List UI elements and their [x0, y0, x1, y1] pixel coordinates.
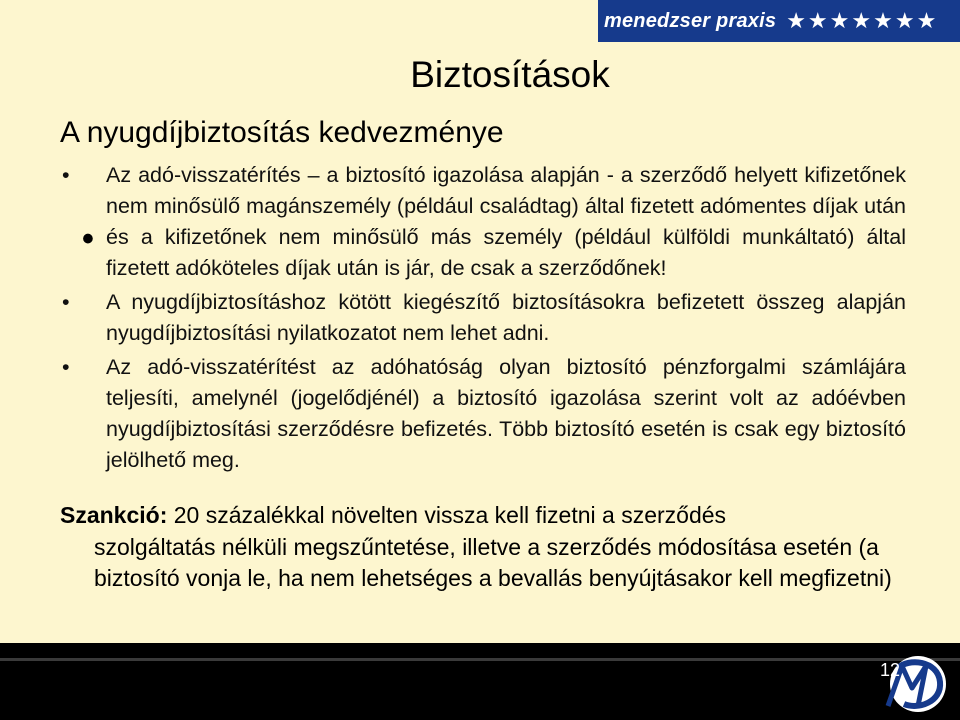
star-icon: ★	[873, 8, 893, 33]
sanction-paragraph	[60, 500, 910, 595]
bullet-icon: •	[62, 163, 70, 187]
star-icon: ★	[807, 8, 828, 33]
bullet-icon: •	[62, 355, 70, 379]
star-icon: ★	[829, 8, 850, 33]
brand-name: menedzser praxis	[604, 9, 777, 32]
star-icon: ★	[851, 8, 872, 33]
slide-title: Biztosítások	[410, 54, 610, 95]
bullet-list	[62, 160, 906, 479]
sanction-body: szolgáltatás nélküli megszűntetése, illetve a szerződés módosítása esetén (a biztosító vonja le, ha nem lehetséges a bevallás benyújtásakor kell megfizetni)	[94, 533, 892, 591]
footer-bar	[0, 643, 960, 720]
slide-subtitle: A nyugdíjbiztosítás kedvezménye	[60, 116, 504, 149]
mp-logo-icon	[868, 648, 952, 716]
bullet-icon: •	[62, 290, 70, 314]
bullet-text: A nyugdíjbiztosításhoz kötött kiegészítő biztosításokra befizetett összeg alapján nyugdíjbiztosítási nyilatkozatot nem lehet adni.	[106, 290, 906, 345]
footer-stripe	[0, 658, 960, 661]
list-item	[62, 287, 906, 349]
brand-banner	[598, 0, 960, 42]
stray-bullet-dot: •	[82, 220, 94, 258]
star-icon: ★	[916, 8, 937, 33]
page-number: 12	[880, 660, 901, 680]
star-icon: ★	[786, 8, 806, 33]
bullet-text: Az adó-visszatérítést az adóhatóság olyan biztosító pénzforgalmi számlájára teljesíti, amelynél (jogelődjénél) a biztosító igazolása szerint volt az adóévben nyugdíjbiztosítási szerződésre befizetés. Több biztosító esetén is csak egy biztosító jelölhető meg.	[106, 355, 906, 472]
list-item	[62, 160, 906, 284]
sanction-label: Szankció:	[60, 502, 168, 528]
brand-stars	[786, 10, 936, 32]
sanction-first-line: 20 százalékkal növelten vissza kell fizetni a szerződés	[167, 502, 727, 528]
list-item	[62, 352, 906, 476]
star-icon: ★	[894, 8, 915, 33]
bullet-text: Az adó-visszatérítés – a biztosító igazolása alapján - a szerződő helyett kifizetőnek nem minősülő magánszemély (például családtag) által fizetett adómentes díjak után és a kifizetőnek nem minősülő más személy (például külföldi munkáltató) által fizetett adóköteles díjak után is jár, de csak a szerződőnek!	[106, 163, 906, 280]
